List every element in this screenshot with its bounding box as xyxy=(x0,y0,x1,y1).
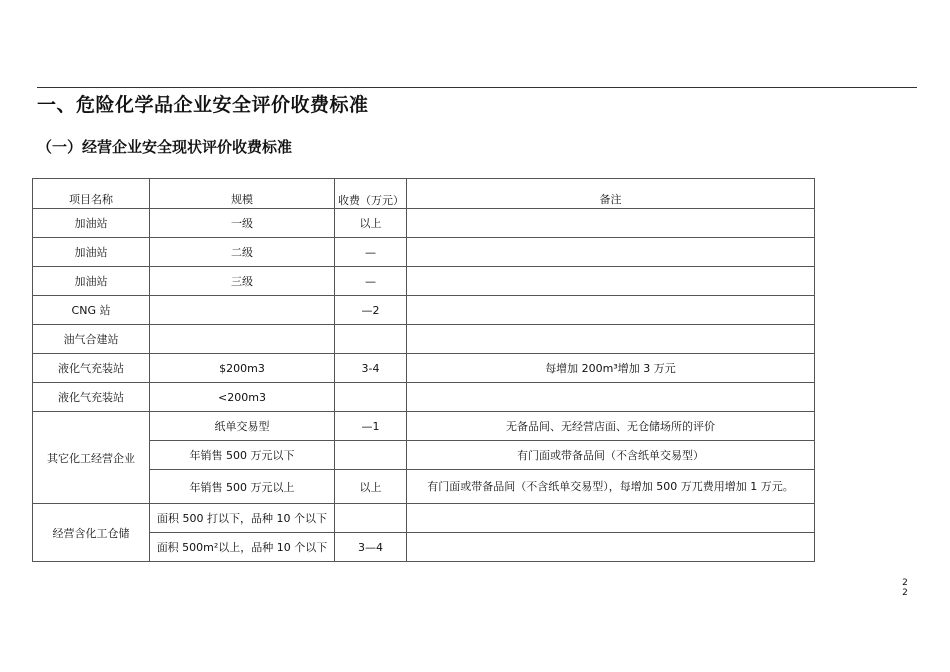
cell-note: 无备品间、无经营店面、无仓储场所的评价 xyxy=(407,412,815,441)
cell-fee: 以上 xyxy=(335,470,407,504)
cell-scale: 面积 500 打以下，品种 10 个以下 xyxy=(150,504,335,533)
cell-note xyxy=(407,325,815,354)
cell-fee xyxy=(335,504,407,533)
cell-scale: 一级 xyxy=(150,209,335,238)
table-row xyxy=(33,209,815,238)
cell-name: 加油站 xyxy=(33,238,150,267)
cell-fee: 3-4 xyxy=(335,354,407,383)
cell-note xyxy=(407,238,815,267)
subsection-heading: （一）经营企业安全现状评价收费标准 xyxy=(37,138,293,156)
cell-note xyxy=(407,504,815,533)
table-row xyxy=(33,383,815,412)
page-number-bottom: 2 xyxy=(902,588,908,598)
cell-name: 油气合建站 xyxy=(33,325,150,354)
cell-note: 有门面或带备品间（不含纸单交易型） xyxy=(407,441,815,470)
table-row xyxy=(33,238,815,267)
cell-scale: <200m3 xyxy=(150,383,335,412)
page-number-top: 2 xyxy=(902,578,908,588)
cell-fee: — xyxy=(335,267,407,296)
cell-fee xyxy=(335,383,407,412)
header-scale: 规模 xyxy=(150,179,335,209)
cell-note xyxy=(407,296,815,325)
header-rule xyxy=(37,87,917,88)
cell-scale: 年销售 500 万元以下 xyxy=(150,441,335,470)
cell-name: 加油站 xyxy=(33,209,150,238)
cell-fee: 以上 xyxy=(335,209,407,238)
header-note: 备注 xyxy=(407,179,815,209)
cell-fee xyxy=(335,325,407,354)
header-fee: 收费（万元） xyxy=(335,179,407,209)
cell-fee: 3—4 xyxy=(335,533,407,562)
page-number xyxy=(900,578,910,598)
cell-name: 液化气充装站 xyxy=(33,383,150,412)
fee-standard-table xyxy=(32,178,815,562)
cell-scale: $200m3 xyxy=(150,354,335,383)
cell-group-name: 经营含化工仓储 xyxy=(33,504,150,562)
cell-note xyxy=(407,533,815,562)
table-row xyxy=(33,470,815,504)
table-row xyxy=(33,267,815,296)
cell-note: 有门面或带备品间（不含纸单交易型），每增加 500 万兀费用增加 1 万元。 xyxy=(407,470,815,504)
cell-scale: 二级 xyxy=(150,238,335,267)
header-project-name: 项目名称 xyxy=(33,179,150,209)
cell-scale: 纸单交易型 xyxy=(150,412,335,441)
cell-fee xyxy=(335,441,407,470)
cell-scale: 面积 500m²以上，品种 10 个以下 xyxy=(150,533,335,562)
table-row xyxy=(33,533,815,562)
table-row xyxy=(33,325,815,354)
table-row xyxy=(33,296,815,325)
table-row xyxy=(33,412,815,441)
cell-scale xyxy=(150,325,335,354)
cell-name: 加油站 xyxy=(33,267,150,296)
cell-fee: —2 xyxy=(335,296,407,325)
section-heading: 一、危险化学品企业安全评价收费标准 xyxy=(37,94,369,116)
cell-note xyxy=(407,267,815,296)
table-row xyxy=(33,354,815,383)
cell-note: 每增加 200m³增加 3 万元 xyxy=(407,354,815,383)
cell-group-name: 其它化工经营企业 xyxy=(33,412,150,504)
table-header-row xyxy=(33,179,815,209)
cell-scale xyxy=(150,296,335,325)
cell-name: 液化气充装站 xyxy=(33,354,150,383)
cell-scale: 年销售 500 万元以上 xyxy=(150,470,335,504)
cell-note xyxy=(407,383,815,412)
cell-fee: —1 xyxy=(335,412,407,441)
cell-scale: 三级 xyxy=(150,267,335,296)
table-row xyxy=(33,504,815,533)
table-row xyxy=(33,441,815,470)
cell-name: CNG 站 xyxy=(33,296,150,325)
cell-fee: — xyxy=(335,238,407,267)
cell-note xyxy=(407,209,815,238)
